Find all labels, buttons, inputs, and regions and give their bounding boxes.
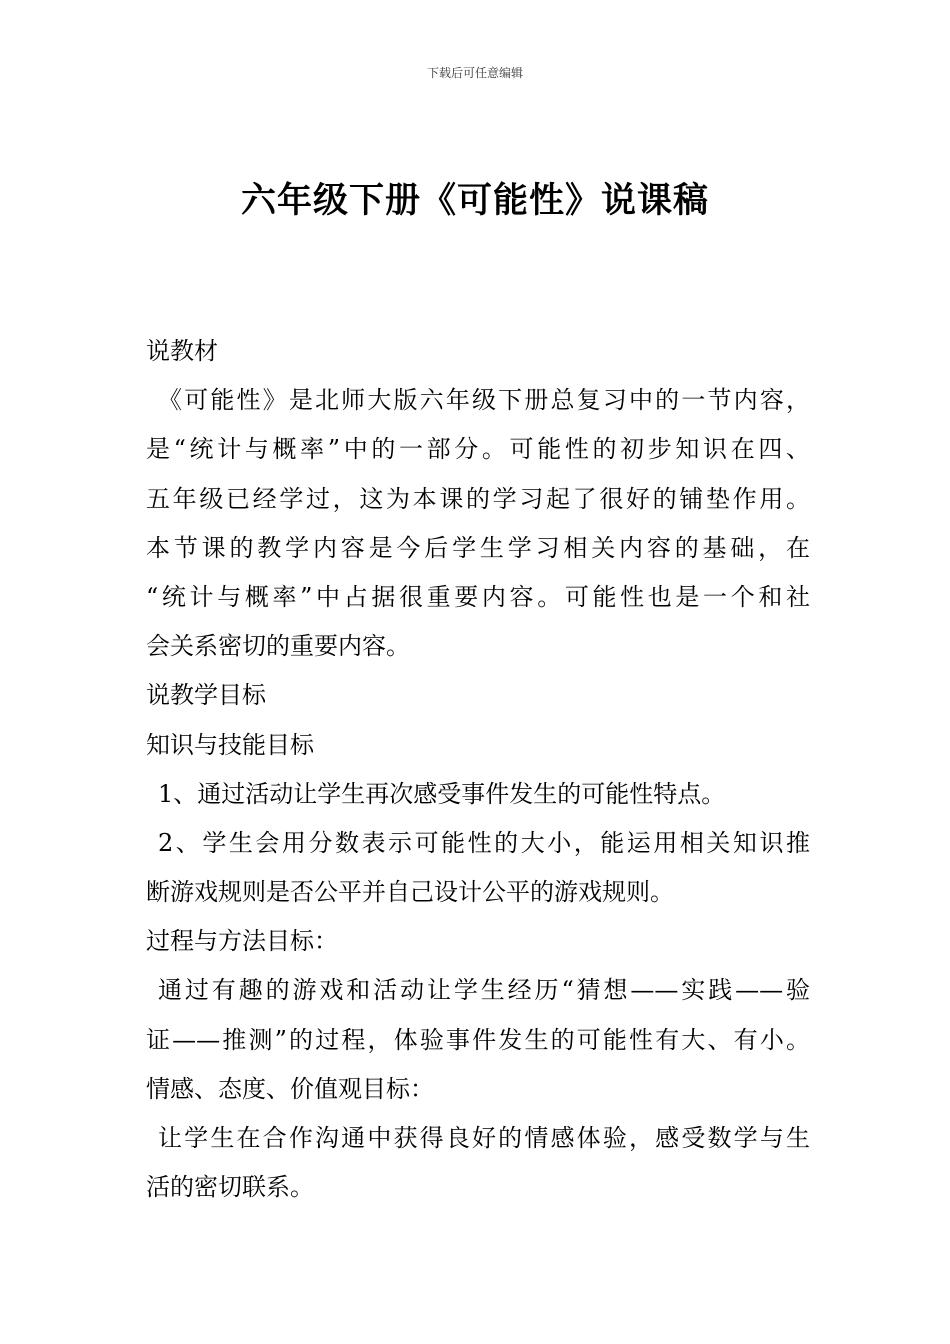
paragraph-line: 本节课的教学内容是今后学生学习相关内容的基础，在 (146, 533, 810, 562)
paragraph-line: 《可能性》是北师大版六年级下册总复习中的一节内容， (158, 386, 810, 415)
subheading-emotion-attitude-values: 情感、态度、价值观目标： (146, 1074, 434, 1103)
goal-item-2-continued: 断游戏规则是否公平并自己设计公平的游戏规则。 (146, 878, 674, 907)
paragraph-line: 活的密切联系。 (146, 1173, 314, 1202)
page-header: 下载后可任意编辑 (426, 66, 523, 80)
goal-item-1: 1、通过活动让学生再次感受事件发生的可能性特点。 (158, 779, 726, 808)
section-heading-textbook: 说教材 (146, 337, 218, 365)
paragraph-line: 是“统计与概率”中的一部分。可能性的初步知识在四、 (146, 435, 810, 464)
subheading-process-methods: 过程与方法目标： (146, 927, 338, 956)
subheading-knowledge-skills: 知识与技能目标 (146, 730, 314, 759)
paragraph-line: 五年级已经学过，这为本课的学习起了很好的铺垫作用。 (146, 484, 810, 513)
paragraph-line: 会关系密切的重要内容。 (146, 632, 410, 661)
paragraph-line: 让学生在合作沟通中获得良好的情感体验，感受数学与生 (158, 1124, 810, 1152)
paragraph-line: 证——推测”的过程，体验事件发生的可能性有大、有小。 (146, 1025, 810, 1054)
goal-item-2: 2、学生会用分数表示可能性的大小，能运用相关知识推 (158, 828, 810, 857)
document-body (146, 327, 810, 1212)
paragraph-line: “统计与概率”中占据很重要内容。可能性也是一个和社 (146, 582, 810, 611)
section-heading-teaching-goals: 说教学目标 (146, 681, 266, 710)
paragraph-line: 通过有趣的游戏和活动让学生经历“猜想——实践——验 (158, 976, 810, 1005)
document-title: 六年级下册《可能性》说课稿 (240, 181, 709, 221)
